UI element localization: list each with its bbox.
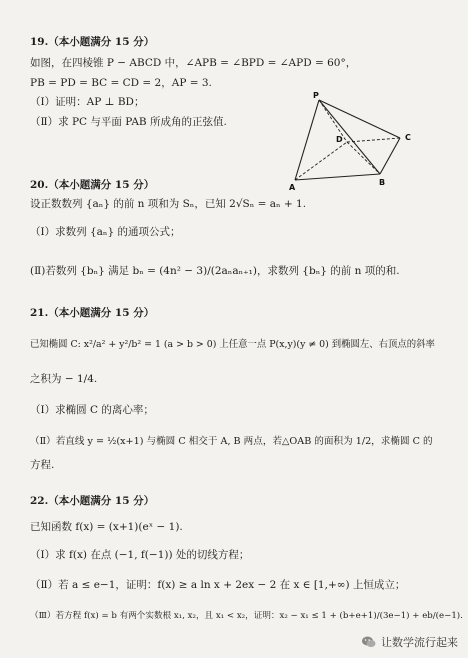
q19-stem-line2: PB = PD = BC = CD = 2，AP = 3. bbox=[30, 77, 212, 89]
q22-part3: （Ⅲ）若方程 f(x) = b 有两个实数根 x₁, x₂，且 x₁ < x₂，证明：x₂ − x₁ ≤ 1 + (b+e+1)/(3e−1) + eb/(e−1). bbox=[30, 611, 463, 621]
label-A: A bbox=[289, 183, 296, 192]
q21-part2-line1: （Ⅱ）若直线 y = ½(x+1) 与椭圆 C 相交于 A, B 两点，若△OAB 的面积为 1/2，求椭圆 C 的 bbox=[30, 436, 433, 447]
edge-AB bbox=[295, 174, 380, 180]
edge-PB bbox=[319, 100, 380, 174]
label-P: P bbox=[313, 92, 319, 100]
q20-stem: 设正数数列 {aₙ} 的前 n 项和为 Sₙ，已知 2√Sₙ = aₙ + 1. bbox=[30, 198, 307, 210]
q20-part1: （Ⅰ）求数列 {aₙ} 的通项公式； bbox=[30, 226, 181, 238]
q21-part1: （Ⅰ）求椭圆 C 的离心率； bbox=[30, 404, 154, 416]
q22-part2: （Ⅱ）若 a ≤ e−1，证明：f(x) ≥ a ln x + 2ex − 2 在 x ∈ [1,+∞) 上恒成立； bbox=[30, 579, 406, 591]
label-D: D bbox=[336, 135, 343, 144]
edge-PA bbox=[295, 100, 319, 180]
q19-part2: （Ⅱ）求 PC 与平面 PAB 所成角的正弦值. bbox=[30, 116, 227, 128]
label-C: C bbox=[405, 133, 411, 142]
q19-stem-line1: 如图，在四棱锥 P − ABCD 中，∠APB = ∠BPD = ∠APD = 60°， bbox=[30, 57, 357, 69]
edge-DC bbox=[347, 138, 400, 142]
q22-stem: 已知函数 f(x) = (x+1)(eˣ − 1). bbox=[30, 521, 183, 533]
edge-AD bbox=[295, 142, 347, 180]
q21-heading: 21.（本小题满分 15 分） bbox=[30, 307, 155, 319]
q19-part1: （Ⅰ）证明：AP ⊥ BD； bbox=[30, 96, 145, 108]
q20-part2: (Ⅱ)若数列 {bₙ} 满足 bₙ = (4n² − 3)/(2aₙaₙ₊₁)，求数列 {bₙ} 的前 n 项的和. bbox=[30, 265, 400, 277]
q21-stem-line1: 已知椭圆 C: x²/a² + y²/b² = 1 (a > b > 0) 上任意一点 P(x,y)(y ≠ 0) 到椭圆左、右顶点的斜率 bbox=[30, 339, 435, 350]
q22-part1: （Ⅰ）求 f(x) 在点 (−1, f(−1)) 处的切线方程； bbox=[30, 549, 250, 561]
edge-DB bbox=[347, 142, 380, 174]
q19-heading: 19.（本小题满分 15 分） bbox=[30, 36, 155, 48]
q22-heading: 22.（本小题满分 15 分） bbox=[30, 495, 155, 507]
label-B: B bbox=[379, 178, 386, 187]
pyramid-figure bbox=[285, 92, 445, 192]
wechat-watermark bbox=[361, 634, 458, 650]
q20-heading: 20.（本小题满分 15 分） bbox=[30, 179, 155, 191]
q21-stem-line2: 之积为 − 1/4. bbox=[30, 373, 98, 385]
edge-BC bbox=[380, 138, 400, 174]
watermark-text: 让数学流行起来 bbox=[381, 636, 458, 649]
q21-part2-line2: 方程. bbox=[30, 459, 55, 471]
wechat-icon bbox=[361, 634, 377, 650]
